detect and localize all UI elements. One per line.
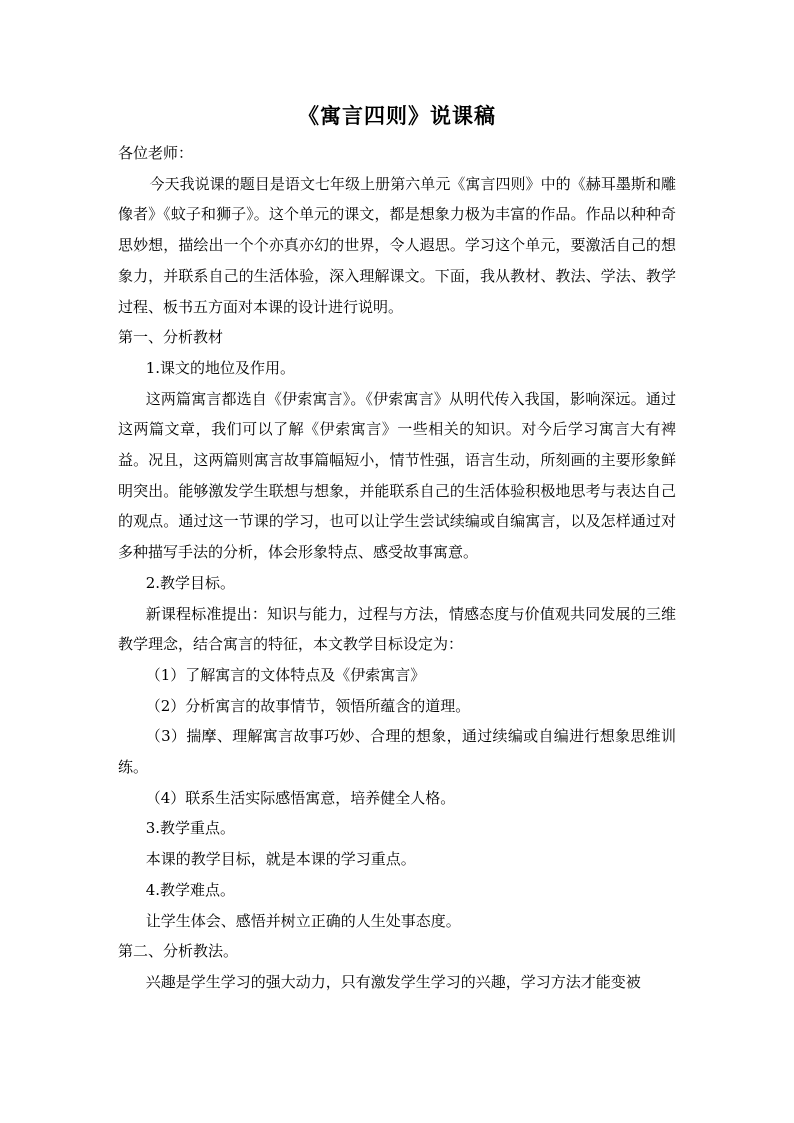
- paragraph-key-points: 本课的教学目标，就是本课的学习重点。: [145, 850, 416, 869]
- goal-item-2: （2）分析寓言的故事情节，领悟所蕴含的道理。: [145, 696, 471, 715]
- document-body: [118, 138, 676, 998]
- subheading-position-role: 1.课文的地位及作用。: [145, 358, 296, 377]
- goal-item-4: （4）联系生活实际感悟寓意，培养健全人格。: [145, 788, 456, 807]
- paragraph-fables-source: 这两篇寓言都选自《伊索寓言》。《伊索寓言》从明代传入我国，影响深远。通过这两篇文章，我们可以了解《伊索寓言》一些相关的知识。对今后学习寓言大有裨益。况且，这两篇则寓言故事篇幅短小，情节性强，语言生动，所刻画的主要形象鲜明突出。能够激发学生联想与想象，并能联系自己的生活体验积极地思考与表达自己的观点。通过这一节课的学习，也可以让学生尝试续编或自编寓言，以及怎样通过对多种描写手法的分析，体会形象特点、感受故事寓意。: [118, 389, 676, 562]
- greeting: 各位老师：: [118, 144, 194, 162]
- subheading-key-points: 3.教学重点。: [145, 819, 236, 838]
- document-title: 《寓言四则》说课稿: [298, 103, 496, 128]
- goal-item-3: （3）揣摩、理解寓言故事巧妙、合理的想象，通过续编或自编进行想象思维训练。: [118, 727, 676, 777]
- intro-paragraph: 今天我说课的题目是语文七年级上册第六单元《寓言四则》中的《赫耳墨斯和雕像者》《蚊子和狮子》。这个单元的课文，都是想象力极为丰富的作品。作品以种种奇思妙想，描绘出一个个亦真亦幻的世界，令人遐思。学习这个单元，要激活自己的想象力，并联系自己的生活体验，深入理解课文。下面，我从教材、教法、学法、教学过程、板书五方面对本课的设计进行说明。: [118, 174, 676, 316]
- section-heading-methods: 第二、分析教法。: [118, 942, 239, 961]
- paragraph-curriculum-standard: 新课程标准提出：知识与能力，过程与方法，情感态度与价值观共同发展的三维教学理念，结合寓言的特征，本文教学目标设定为：: [118, 604, 676, 654]
- section-heading-textbook: 第一、分析教材: [118, 328, 224, 347]
- paragraph-interest: 兴趣是学生学习的强大动力，只有激发学生学习的兴趣，学习方法才能变被: [145, 972, 641, 991]
- goal-item-1: （1）了解寓言的文体特点及《伊索寓言》: [145, 665, 426, 684]
- subheading-teaching-goals: 2.教学目标。: [145, 573, 236, 592]
- subheading-difficulties: 4.教学难点。: [145, 880, 236, 899]
- paragraph-difficulties: 让学生体会、感悟并树立正确的人生处事态度。: [145, 911, 461, 930]
